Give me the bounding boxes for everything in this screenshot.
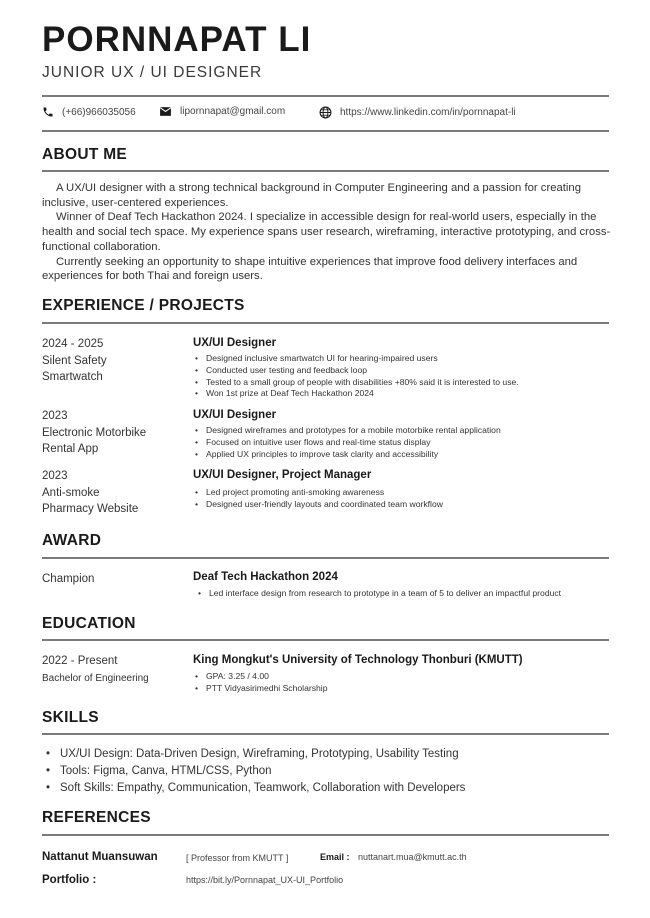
experience-item-meta [42, 336, 107, 386]
award-bullets [196, 588, 561, 600]
list-item: • Applied UX principles to improve task clarity and accessibility [193, 449, 501, 461]
list-item: • PTT Vidyasirimedhi Scholarship [193, 683, 327, 695]
experience-title: UX/UI Designer [193, 337, 277, 349]
references-divider [42, 834, 609, 836]
portfolio-link[interactable]: https://bit.ly/Pornnapat_UX-UI_Portfolio [186, 875, 344, 885]
portfolio-label: Portfolio : [42, 874, 97, 886]
experience-project: Smartwatch [42, 371, 103, 383]
list-item: • Won 1st prize at Deaf Tech Hackathon 2024 [193, 388, 519, 400]
list-item: • Led interface design from research to prototype in a team of 5 to deliver an impactful product [196, 588, 561, 600]
experience-project: Rental App [42, 443, 99, 455]
education-degree: Bachelor of Engineering [42, 673, 149, 684]
contact-phone [42, 106, 136, 118]
globe-icon [319, 106, 332, 119]
list-item: • Designed wireframes and prototypes for a mobile motorbike rental application [193, 425, 501, 437]
experience-bullets [193, 425, 501, 460]
experience-date: 2023 [42, 410, 68, 422]
education-date: 2022 - Present [42, 655, 118, 667]
header-divider [42, 95, 609, 97]
reference-role: [ Professor from KMUTT ] [186, 853, 289, 863]
contact-divider [42, 130, 609, 132]
skills-heading: SKILLS [42, 709, 99, 726]
phone-text: (+66)966035056 [62, 106, 136, 118]
education-divider [42, 639, 609, 641]
reference-name: Nattanut Muansuwan [42, 851, 158, 863]
experience-divider [42, 322, 609, 324]
list-item: • Tested to a small group of people with disabilities +80% said it is interested to use. [193, 377, 519, 389]
experience-project: Anti-smoke [42, 486, 100, 499]
experience-heading: EXPERIENCE / PROJECTS [42, 297, 245, 314]
contact-email[interactable] [159, 106, 285, 117]
experience-bullets [193, 353, 519, 400]
list-item: • Led project promoting anti-smoking awareness [193, 487, 443, 499]
about-divider [42, 170, 609, 172]
experience-bullets [193, 487, 443, 511]
about-text [42, 181, 612, 284]
candidate-role: JUNIOR UX / UI DESIGNER [42, 64, 263, 81]
education-heading: EDUCATION [42, 615, 136, 632]
experience-item-meta [42, 468, 138, 518]
award-title: Deaf Tech Hackathon 2024 [193, 571, 338, 583]
list-item: • Soft Skills: Empathy, Communication, Teamwork, Collaboration with Developers [42, 780, 465, 797]
candidate-name: PORNNAPAT LI [42, 20, 312, 59]
experience-item-meta [42, 408, 146, 458]
contact-linkedin[interactable] [319, 106, 516, 119]
list-item: • Designed inclusive smartwatch UI for hearing-impaired users [193, 353, 519, 365]
experience-title: UX/UI Designer [193, 409, 277, 421]
list-item: • UX/UI Design: Data-Driven Design, Wireframing, Prototyping, Usability Testing [42, 746, 465, 763]
list-item: • Focused on intuitive user flows and real-time status display [193, 437, 501, 449]
about-paragraph: Currently seeking an opportunity to shape intuitive experiences that improve food delivery interfaces and experiences for both Thai and foreign users. [42, 255, 578, 283]
education-school: King Mongkut's University of Technology Thonburi (KMUTT) [193, 654, 523, 666]
list-item: • GPA: 3.25 / 4.00 [193, 671, 327, 683]
list-item: • Conducted user testing and feedback loop [193, 365, 519, 377]
experience-project: Electronic Motorbike [42, 426, 147, 439]
experience-title: UX/UI Designer, Project Manager [193, 469, 372, 481]
experience-project: Silent Safety [42, 354, 107, 367]
award-divider [42, 557, 609, 559]
experience-date: 2024 - 2025 [42, 338, 104, 350]
experience-project: Pharmacy Website [42, 503, 139, 515]
about-heading: ABOUT ME [42, 146, 128, 163]
list-item: • Designed user-friendly layouts and coordinated team workflow [193, 499, 443, 511]
about-paragraph: Winner of Deaf Tech Hackathon 2024. I specialize in accessible design for real-world users, especially in the health and social tech space. My experience spans user research, wireframing, interactive prototyping, and cross-functional collaboration. [42, 211, 611, 253]
award-heading: AWARD [42, 532, 102, 549]
reference-email[interactable]: nuttanart.mua@kmutt.ac.th [358, 852, 467, 862]
experience-date: 2023 [42, 470, 68, 482]
skills-divider [42, 733, 609, 735]
reference-email-label: Email : [320, 852, 350, 862]
education-bullets [193, 671, 327, 695]
linkedin-link[interactable]: https://www.linkedin.com/in/pornnapat-li [340, 107, 516, 118]
phone-icon [42, 106, 54, 118]
references-heading: REFERENCES [42, 809, 151, 826]
email-text[interactable]: lipornnapat@gmail.com [180, 106, 286, 117]
mail-icon [159, 106, 172, 117]
list-item: • Tools: Figma, Canva, HTML/CSS, Python [42, 763, 465, 780]
skills-list [42, 746, 465, 797]
award-label: Champion [42, 573, 95, 585]
about-paragraph: A UX/UI designer with a strong technical background in Computer Engineering and a passion for creating inclusive, user-centered experiences. [42, 182, 581, 209]
